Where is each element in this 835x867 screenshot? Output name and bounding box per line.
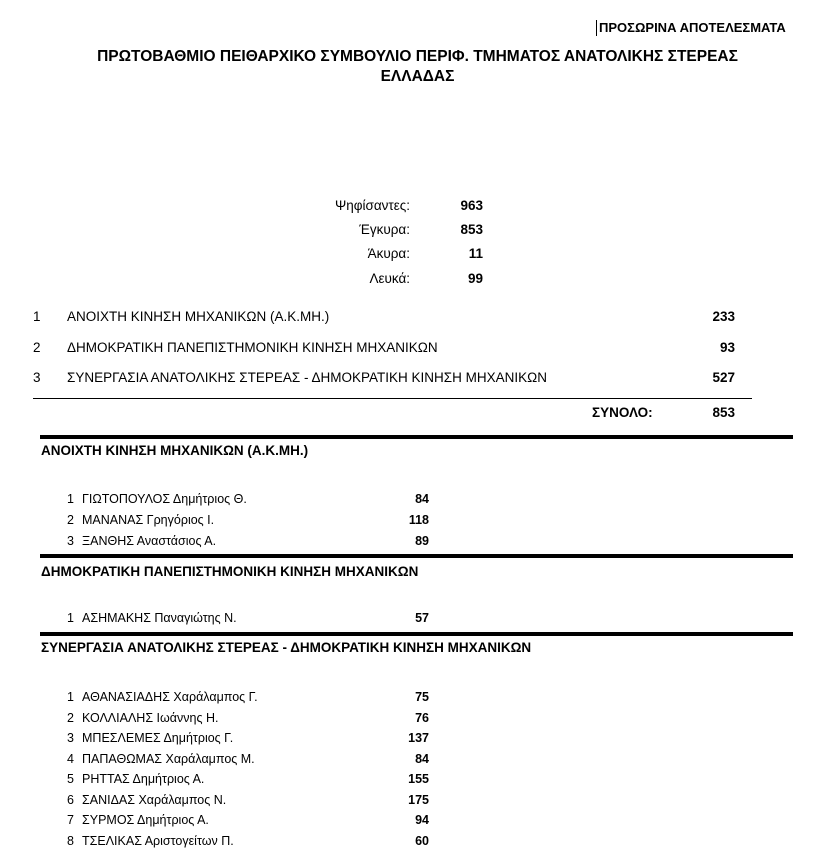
result-party-name: ΔΗΜΟΚΡΑΤΙΚΗ ΠΑΝΕΠΙΣΤΗΜΟΝΙΚΗ ΚΙΝΗΣΗ ΜΗΧΑΝΙΚΩΝ bbox=[67, 340, 438, 355]
candidate-index: 2 bbox=[67, 711, 74, 725]
total-label: ΣΥΝΟΛΟ: bbox=[592, 405, 653, 420]
section-divider bbox=[40, 632, 793, 636]
result-index: 2 bbox=[33, 340, 41, 355]
candidate-index: 1 bbox=[67, 492, 74, 506]
candidate-votes: 60 bbox=[415, 834, 429, 848]
candidate-index: 8 bbox=[67, 834, 74, 848]
summary-value-invalid: 11 bbox=[468, 246, 483, 261]
summary-value-blank: 99 bbox=[467, 271, 483, 286]
total-value: 853 bbox=[712, 405, 735, 420]
result-index: 3 bbox=[33, 370, 41, 385]
party-heading: ΔΗΜΟΚΡΑΤΙΚΗ ΠΑΝΕΠΙΣΤΗΜΟΝΙΚΗ ΚΙΝΗΣΗ ΜΗΧΑΝΙΚΩΝ bbox=[41, 564, 419, 579]
candidate-index: 1 bbox=[67, 611, 74, 625]
candidate-votes: 57 bbox=[415, 611, 429, 625]
summary-value-voters: 963 bbox=[460, 198, 483, 213]
candidate-votes: 137 bbox=[408, 731, 429, 745]
candidate-name: ΣΥΡΜΟΣ Δημήτριος Α. bbox=[82, 813, 209, 827]
candidate-votes: 118 bbox=[408, 513, 429, 527]
candidate-name: ΑΘΑΝΑΣΙΑΔΗΣ Χαράλαμπος Γ. bbox=[82, 690, 258, 704]
candidate-name: ΜΑΝΑΝΑΣ Γρηγόριος Ι. bbox=[82, 513, 215, 527]
candidate-name: ΚΟΛΛΙΑΛΗΣ Ιωάννης Η. bbox=[82, 711, 219, 725]
candidate-index: 1 bbox=[67, 690, 74, 704]
section-divider bbox=[40, 435, 793, 439]
summary-value-valid: 853 bbox=[460, 222, 483, 237]
candidate-index: 6 bbox=[67, 793, 74, 807]
candidate-votes: 84 bbox=[415, 492, 429, 506]
candidate-votes: 84 bbox=[415, 752, 429, 766]
candidate-index: 4 bbox=[67, 752, 74, 766]
candidate-votes: 155 bbox=[408, 772, 429, 786]
page-title-line-2: ΕΛΛΑΔΑΣ bbox=[380, 68, 455, 85]
provisional-results-label: ΠΡΟΣΩΡΙΝΑ ΑΠΟΤΕΛΕΣΜΑΤΑ bbox=[596, 20, 786, 36]
result-party-name: ΑΝΟΙΧΤΗ ΚΙΝΗΣΗ ΜΗΧΑΝΙΚΩΝ (Α.Κ.ΜΗ.) bbox=[67, 309, 330, 324]
candidate-votes: 89 bbox=[415, 534, 429, 548]
result-votes: 527 bbox=[712, 370, 735, 385]
candidate-index: 7 bbox=[67, 813, 74, 827]
candidate-votes: 175 bbox=[408, 793, 429, 807]
candidate-index: 3 bbox=[67, 731, 74, 745]
candidate-votes: 76 bbox=[415, 711, 429, 725]
divider bbox=[33, 398, 752, 399]
candidate-name: ΑΣΗΜΑΚΗΣ Παναγιώτης Ν. bbox=[82, 611, 237, 625]
result-index: 1 bbox=[33, 309, 41, 324]
result-votes: 93 bbox=[719, 340, 735, 355]
page-title-line-1: ΠΡΩΤΟΒΑΘΜΙΟ ΠΕΙΘΑΡΧΙΚΟ ΣΥΜΒΟΥΛΙΟ ΠΕΡΙΦ. ΤΜΗΜΑΤΟΣ ΑΝΑΤΟΛΙΚΗΣ ΣΤΕΡΕΑΣ bbox=[97, 48, 738, 65]
candidate-votes: 75 bbox=[415, 690, 429, 704]
summary-label-invalid: Άκυρα: bbox=[367, 246, 410, 261]
summary-label-valid: Έγκυρα: bbox=[359, 222, 410, 237]
candidate-name: ΠΑΠΑΘΩΜΑΣ Χαράλαμπος Μ. bbox=[82, 752, 255, 766]
candidate-votes: 94 bbox=[415, 813, 429, 827]
party-heading: ΑΝΟΙΧΤΗ ΚΙΝΗΣΗ ΜΗΧΑΝΙΚΩΝ (Α.Κ.ΜΗ.) bbox=[41, 443, 309, 458]
candidate-index: 3 bbox=[67, 534, 74, 548]
candidate-name: ΣΑΝΙΔΑΣ Χαράλαμπος Ν. bbox=[82, 793, 227, 807]
candidate-name: ΜΠΕΣΛΕΜΕΣ Δημήτριος Γ. bbox=[82, 731, 234, 745]
party-heading: ΣΥΝΕΡΓΑΣΙΑ ΑΝΑΤΟΛΙΚΗΣ ΣΤΕΡΕΑΣ - ΔΗΜΟΚΡΑΤΙΚΗ ΚΙΝΗΣΗ ΜΗΧΑΝΙΚΩΝ bbox=[41, 640, 532, 655]
section-divider bbox=[40, 554, 793, 558]
summary-label-voters: Ψηφίσαντες: bbox=[334, 198, 410, 213]
candidate-name: ΤΣΕΛΙΚΑΣ Αριστογείτων Π. bbox=[82, 834, 234, 848]
summary-label-blank: Λευκά: bbox=[369, 271, 410, 286]
candidate-name: ΞΑΝΘΗΣ Αναστάσιος Α. bbox=[82, 534, 217, 548]
result-votes: 233 bbox=[712, 309, 735, 324]
candidate-name: ΓΙΩΤΟΠΟΥΛΟΣ Δημήτριος Θ. bbox=[82, 492, 247, 506]
candidate-index: 5 bbox=[67, 772, 74, 786]
candidate-name: ΡΗΤΤΑΣ Δημήτριος Α. bbox=[82, 772, 205, 786]
candidate-index: 2 bbox=[67, 513, 74, 527]
result-party-name: ΣΥΝΕΡΓΑΣΙΑ ΑΝΑΤΟΛΙΚΗΣ ΣΤΕΡΕΑΣ - ΔΗΜΟΚΡΑΤΙΚΗ ΚΙΝΗΣΗ ΜΗΧΑΝΙΚΩΝ bbox=[67, 370, 547, 385]
